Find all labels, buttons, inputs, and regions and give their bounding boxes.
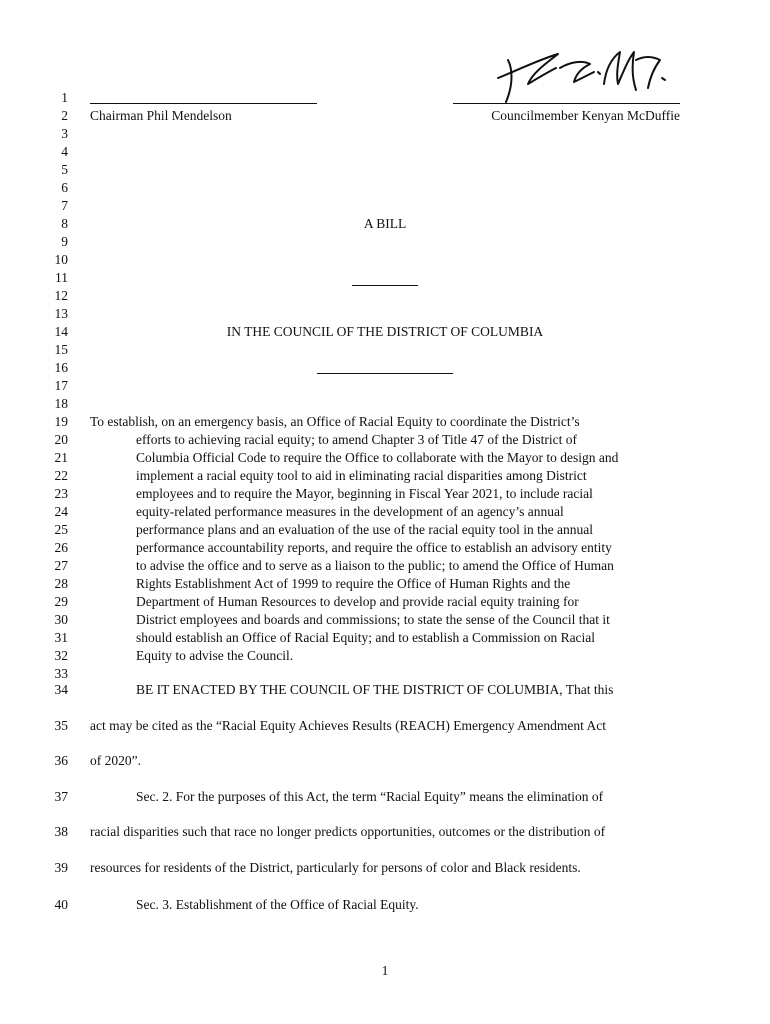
line-number: 39 bbox=[54, 860, 68, 875]
long-title-line: Columbia Official Code to require the Office to collaborate with the Mayor to design and bbox=[136, 450, 619, 465]
line-number: 26 bbox=[54, 540, 68, 555]
body-line: act may be cited as the “Racial Equity Achieves Results (REACH) Emergency Amendment Act bbox=[90, 718, 606, 733]
line-number: 36 bbox=[54, 753, 68, 768]
line-number: 24 bbox=[54, 504, 68, 519]
line-number: 21 bbox=[54, 450, 68, 465]
long-title-line: District employees and boards and commissions; to state the sense of the Council that it bbox=[136, 612, 610, 627]
long-title-line: employees and to require the Mayor, beginning in Fiscal Year 2021, to include racial bbox=[136, 486, 593, 501]
line-number: 28 bbox=[54, 576, 68, 591]
line-number: 12 bbox=[54, 288, 68, 303]
section-2-line: Sec. 2. For the purposes of this Act, the term “Racial Equity” means the elimination of bbox=[136, 789, 604, 804]
line-number: 40 bbox=[54, 897, 68, 912]
long-title-line: performance plans and an evaluation of the use of the racial equity tool in the annual bbox=[136, 522, 593, 537]
line-number: 17 bbox=[54, 378, 68, 393]
signer-name-right: Councilmember Kenyan McDuffie bbox=[491, 108, 680, 123]
line-number: 30 bbox=[54, 612, 68, 627]
line-number: 7 bbox=[61, 198, 68, 213]
body-line: of 2020”. bbox=[90, 753, 141, 768]
handwritten-signature bbox=[478, 38, 678, 108]
line-number: 37 bbox=[54, 789, 68, 804]
line-number: 5 bbox=[61, 162, 68, 177]
bill-number-blank bbox=[352, 285, 418, 286]
long-title-line: To establish, on an emergency basis, an Office of Racial Equity to coordinate the District’s bbox=[90, 414, 580, 429]
line-number: 8 bbox=[61, 216, 68, 231]
long-title-line: Equity to advise the Council. bbox=[136, 648, 294, 663]
line-number: 2 bbox=[61, 108, 68, 123]
line-number: 4 bbox=[61, 144, 68, 159]
line-number: 13 bbox=[54, 306, 68, 321]
line-number: 34 bbox=[54, 682, 68, 697]
line-number: 18 bbox=[54, 396, 68, 411]
line-number: 38 bbox=[54, 824, 68, 839]
body-line: resources for residents of the District, particularly for persons of color and Black residents. bbox=[90, 860, 581, 875]
long-title-line: to advise the office and to serve as a liaison to the public; to amend the Office of Human bbox=[136, 558, 614, 573]
line-number: 10 bbox=[54, 252, 68, 267]
line-number: 11 bbox=[55, 270, 68, 285]
long-title-line: equity-related performance measures in the development of an agency’s annual bbox=[136, 504, 564, 519]
signer-name-left: Chairman Phil Mendelson bbox=[90, 108, 232, 123]
line-number: 20 bbox=[54, 432, 68, 447]
line-number: 22 bbox=[54, 468, 68, 483]
date-blank bbox=[317, 373, 453, 374]
page-number: 1 bbox=[381, 963, 389, 978]
body-line: racial disparities such that race no longer predicts opportunities, outcomes or the distribution of bbox=[90, 824, 606, 839]
line-number: 14 bbox=[54, 324, 68, 339]
long-title-line: Department of Human Resources to develop and provide racial equity training for bbox=[136, 594, 579, 609]
long-title-line: performance accountability reports, and require the office to establish an advisory entity bbox=[136, 540, 612, 555]
enacting-clause: BE IT ENACTED BY THE COUNCIL OF THE DISTRICT OF COLUMBIA, That this bbox=[136, 682, 614, 697]
long-title-line: should establish an Office of Racial Equity; and to establish a Commission on Racial bbox=[136, 630, 596, 645]
line-number: 27 bbox=[54, 558, 68, 573]
line-number: 32 bbox=[54, 648, 68, 663]
section-3-heading: Sec. 3. Establishment of the Office of Racial Equity. bbox=[136, 897, 419, 912]
line-number: 23 bbox=[54, 486, 68, 501]
line-number: 35 bbox=[54, 718, 68, 733]
line-number: 31 bbox=[54, 630, 68, 645]
line-number: 25 bbox=[54, 522, 68, 537]
line-number: 6 bbox=[61, 180, 68, 195]
line-number: 9 bbox=[61, 234, 68, 249]
signature-line-left bbox=[90, 103, 317, 104]
line-number: 15 bbox=[54, 342, 68, 357]
long-title-line: Rights Establishment Act of 1999 to require the Office of Human Rights and the bbox=[136, 576, 571, 591]
line-number: 3 bbox=[61, 126, 68, 141]
council-heading: IN THE COUNCIL OF THE DISTRICT OF COLUMBIA bbox=[226, 324, 544, 339]
long-title-line: implement a racial equity tool to aid in eliminating racial disparities among District bbox=[136, 468, 587, 483]
line-number: 29 bbox=[54, 594, 68, 609]
line-number: 19 bbox=[54, 414, 68, 429]
line-number: 16 bbox=[54, 360, 68, 375]
line-number: 1 bbox=[61, 90, 68, 105]
line-number: 33 bbox=[54, 666, 68, 681]
bill-heading: A BILL bbox=[363, 216, 407, 231]
long-title-line: efforts to achieving racial equity; to amend Chapter 3 of Title 47 of the District of bbox=[136, 432, 578, 447]
